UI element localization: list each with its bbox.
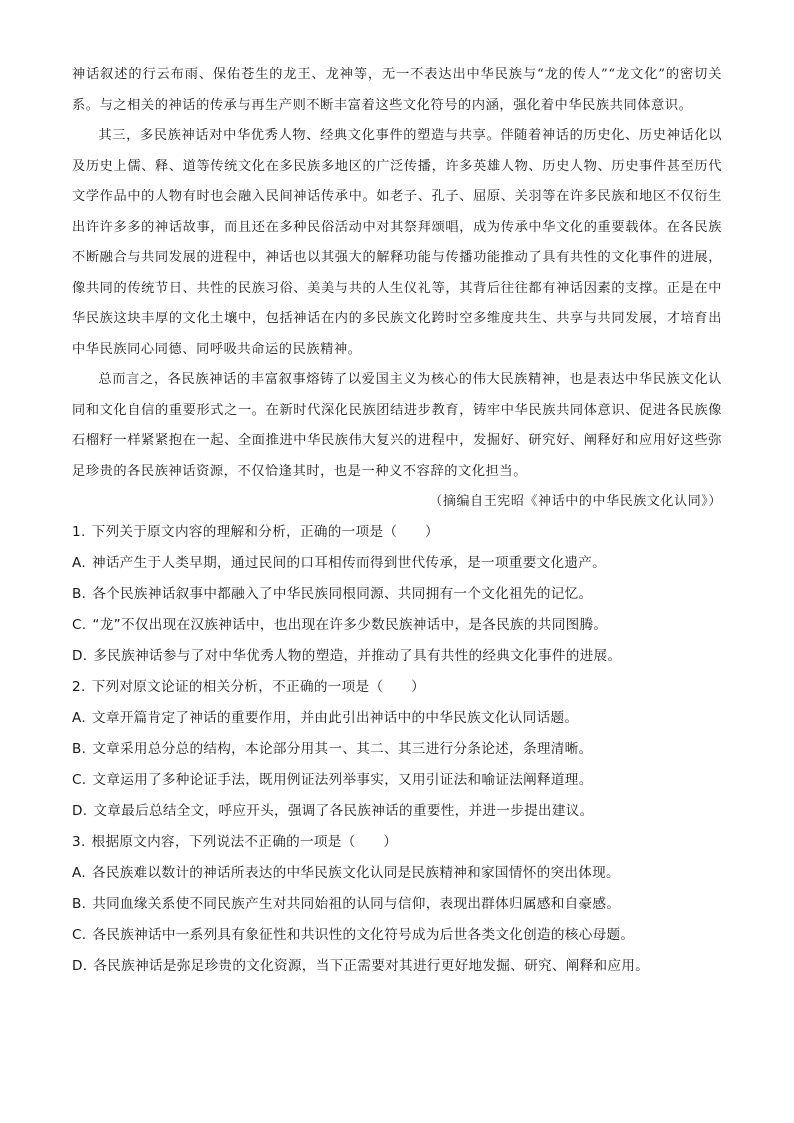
passage-paragraph-3: 总而言之，各民族神话的丰富叙事熔铸了以爱国主义为核心的伟大民族精神，也是表达中华民族文化认同和文化自信的重要形式之一。在新时代深化民族团结进步教育，铸牢中华民族共同体意识、促进各民族像石榴籽一样紧紧抱在一起、全面推进中华民族伟大复兴的进程中，发掘好、研究好、阐释好和应用好这些弥足珍贵的各民族神话资源，不仅恰逢其时，也是一种义不容辞的文化担当。 bbox=[72, 372, 722, 479]
option-a: A. 文章开篇肯定了神话的重要作用，并由此引出神话中的中华民族文化认同话题。 bbox=[72, 710, 579, 726]
question-stem: 下列关于原文内容的理解和分析，正确的一项是（ ） bbox=[91, 524, 439, 540]
document-page bbox=[72, 60, 722, 982]
option-c: C. 文章运用了多种论证手法，既用例证法列举事实，又用引证法和喻证法阐释道理。 bbox=[72, 772, 593, 788]
option-b: B. 各个民族神话叙事中都融入了中华民族同根同源、共同拥有一个文化祖先的记忆。 bbox=[72, 586, 593, 602]
option-b: B. 共同血缘关系使不同民族产生对共同始祖的认同与信仰，表现出群体归属感和自豪感。 bbox=[72, 896, 621, 912]
option-d: D. 多民族神话参与了对中华优秀人物的塑造，并推动了具有共性的经典文化事件的进展。 bbox=[72, 648, 622, 664]
question-number: 3. bbox=[72, 834, 86, 850]
question-number: 1. bbox=[72, 524, 86, 540]
passage-paragraph-2: 其三，多民族神话对中华优秀人物、经典文化事件的塑造与共享。伴随着神话的历史化、历史神话化以及历史上儒、释、道等传统文化在多民族多地区的广泛传播，许多英雄人物、历史人物、历史事件甚至历代文学作品中的人物有时也会融入民间神话传承中。如老子、孔子、屈原、关羽等在许多民族和地区不仅衍生出许许多多的神话故事，而且还在多种民俗活动中对其祭拜颂唱，成为传承中华文化的重要载体。在各民族不断融合与共同发展的进程中，神话也以其强大的解释功能与传播功能推动了具有共性的文化事件的进展，像共同的传统节日、共性的民族习俗、美美与共的人生仪礼等，其背后往往都有神话因素的支撑。正是在中华民族这块丰厚的文化土壤中，包括神话在内的多民族文化跨时空多维度共生、共享与共同发展，才培育出中华民族同心同德、同呼吸共命运的民族精神。 bbox=[72, 128, 722, 357]
question-stem: 根据原文内容，下列说法不正确的一项是（ ） bbox=[91, 834, 398, 850]
option-d: D. 各民族神话是弥足珍贵的文化资源，当下正需要对其进行更好地发掘、研究、阐释和应用。 bbox=[72, 958, 650, 974]
question-2 bbox=[72, 672, 722, 827]
option-b: B. 文章采用总分总的结构，本论部分用其一、其二、其三进行分条论述，条理清晰。 bbox=[72, 741, 593, 757]
option-c: C. 各民族神话中一系列具有象征性和共识性的文化符号成为后世各类文化创造的核心母题。 bbox=[72, 927, 635, 943]
option-a: A. 神话产生于人类早期，通过民间的口耳相传而得到世代传承，是一项重要文化遗产。 bbox=[72, 555, 607, 571]
question-number: 2. bbox=[72, 679, 86, 695]
passage-source: （摘编自王宪昭《神话中的中华民族文化认同》） bbox=[429, 494, 722, 509]
question-stem: 下列对原文论证的相关分析，不正确的一项是（ ） bbox=[91, 679, 426, 695]
option-d: D. 文章最后总结全文，呼应开头，强调了各民族神话的重要性，并进一步提出建议。 bbox=[72, 803, 594, 819]
passage-paragraph-1: 神话叙述的行云布雨、保佑苍生的龙王、龙神等，无一不表达出中华民族与“龙的传人”“龙文化”的密切关系。与之相关的神话的传承与再生产则不断丰富着这些文化符号的内涵，强化着中华民族共同体意识。 bbox=[72, 67, 722, 113]
option-a: A. 各民族难以数计的神话所表达的中华民族文化认同是民族精神和家国情怀的突出体现。 bbox=[72, 865, 620, 881]
option-c: C. “龙”不仅出现在汉族神话中，也出现在许多少数民族神话中，是各民族的共同图腾。 bbox=[72, 617, 608, 633]
question-1 bbox=[72, 517, 722, 672]
question-3 bbox=[72, 827, 722, 982]
